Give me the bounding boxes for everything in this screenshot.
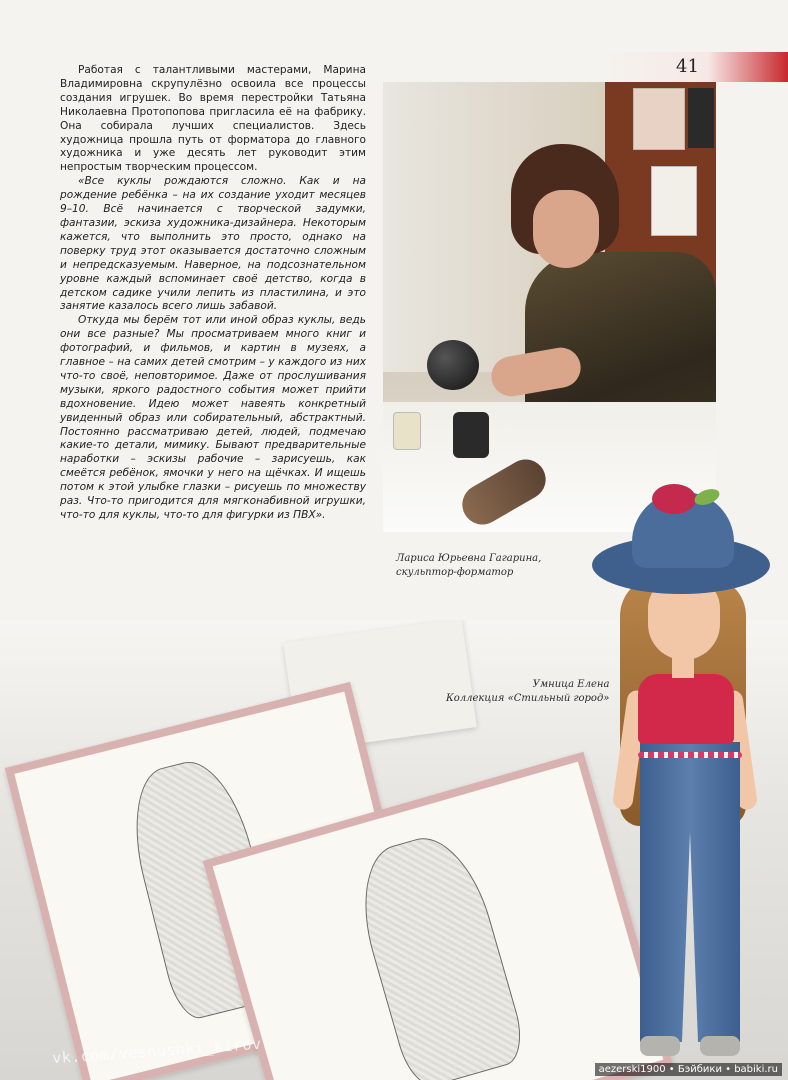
doll-photo — [590, 480, 780, 1080]
paragraph-quote-1: «Все куклы рождаются сложно. Как и на рождение ребёнка – на их создание уходит месяцев 9–10. Всё начинается с творческой задумки, фантазии, эскиза художника-дизайнера. Некоторым кажется, что выполнить это просто, однако на поверку труд этот оказывается достаточно сложным и непредсказуемым. Наверное, на подсознательном уровне каждый вспоминает своё детство, когда в детском садике учили лепить из пластилина, и это занятие казалось всего лишь забавой. — [60, 175, 366, 313]
sculptor-photo — [383, 82, 716, 532]
article-text — [60, 64, 366, 523]
watermark: vk.com/vesnushki_kirov — [51, 1034, 263, 1068]
image-credit: aezerski1900 • Бэйбики • babiki.ru — [595, 1063, 782, 1076]
doll-caption: Умница Елена Коллекция «Стильный город» — [446, 679, 610, 704]
photo-caption: Лариса Юрьевна Гагарина, скульптор-форматор — [396, 553, 542, 578]
header-red-band — [610, 52, 788, 82]
doll-head-model — [427, 340, 479, 390]
paragraph-quote-2: Откуда мы берём тот или иной образ куклы, ведь они все разные? Мы просматриваем много книг и фотографий, и фильмов, и картин в музеях, а главное – на самих детей смотрим – у каждого из них что-то своё, неповторимое. Даже от прослушивания музыки, яркого радостного события может прийти вдохновение. Идею может навеять конкретный увиденный образ или собирательный, абстрактный. Постоянно рассматриваю детей, людей, подмечаю какие-то детали, мимику. Бывают предварительные наработки – эскизы рабочие – зарисуешь, как смеётся ребёнок, ямочки у него на щёчках. И ищешь потом к этой улыбке глазки – рисуешь по множеству раз. Что-то пригодится для мягконабивной игрушки, что-то для куклы, что-то для фигурки из ПВХ». — [60, 314, 366, 521]
page-number: 41 — [676, 56, 699, 77]
paragraph-intro: Работая с талантливыми мастерами, Марина Владимировна скрупулёзно освоила все процессы создания игрушек. Во время перестройки Татьяна Николаевна Протопопова пригласила её на фабрику. Она собирала лучших специалистов. Здесь художница прошла путь от форматора до главного художника и уже десять лет руководит этим непростым творческим процессом. — [60, 64, 366, 174]
